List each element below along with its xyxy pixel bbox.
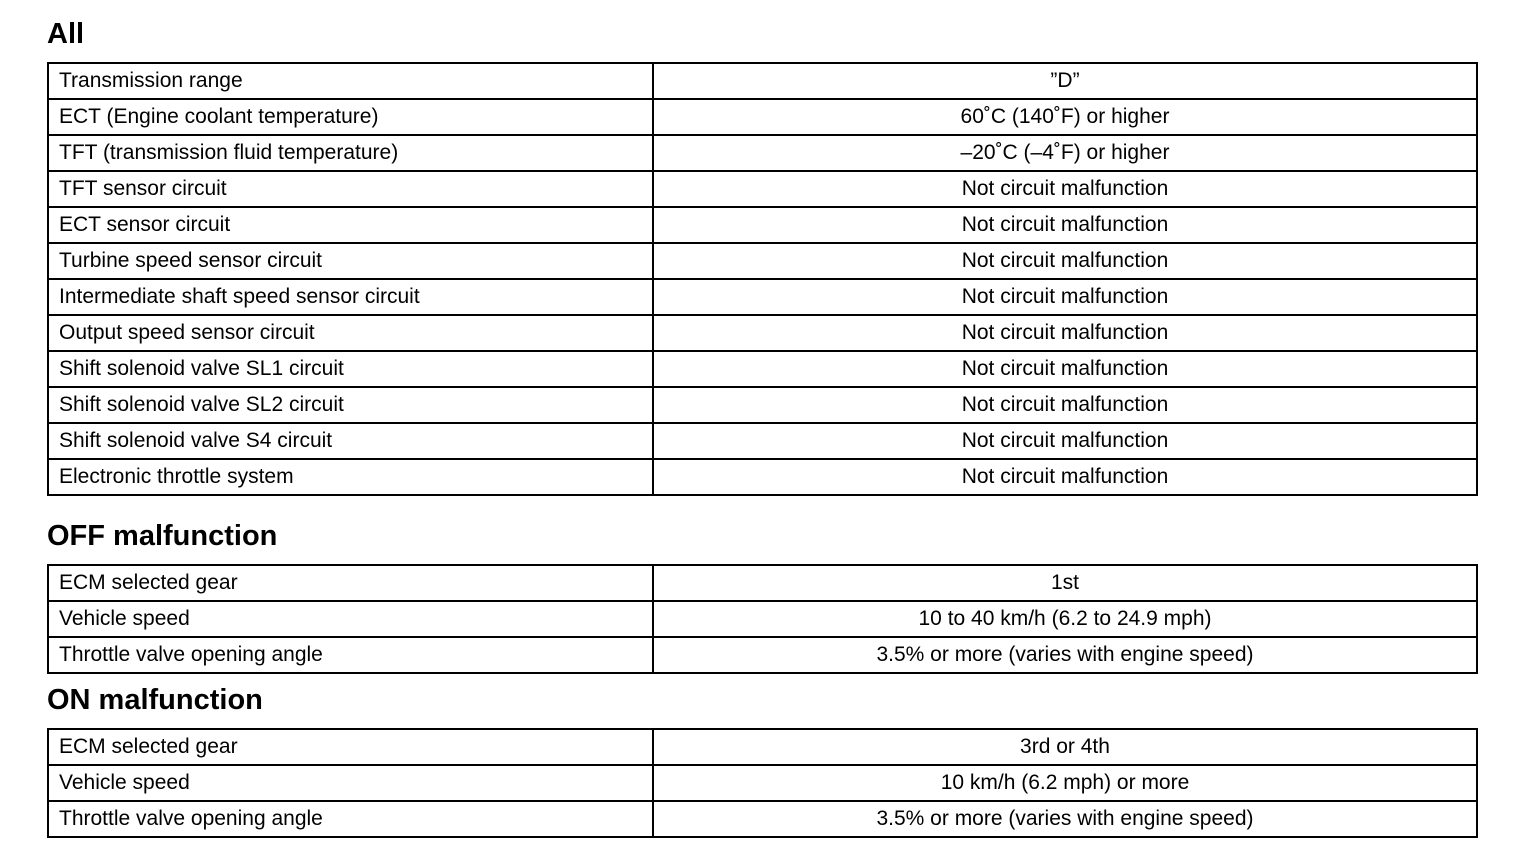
- section-title-on-malfunction: ON malfunction: [47, 684, 263, 716]
- condition-label: Shift solenoid valve SL1 circuit: [48, 351, 653, 387]
- condition-label: TFT (transmission fluid temperature): [48, 135, 653, 171]
- table-row: [48, 351, 1477, 387]
- condition-label: Vehicle speed: [48, 601, 653, 637]
- condition-value: Not circuit malfunction: [653, 243, 1477, 279]
- condition-value: Not circuit malfunction: [653, 351, 1477, 387]
- section-title-off-malfunction: OFF malfunction: [47, 520, 278, 552]
- condition-value: 3.5% or more (varies with engine speed): [653, 801, 1477, 837]
- table-row: [48, 99, 1477, 135]
- condition-label: Throttle valve opening angle: [48, 637, 653, 673]
- condition-value: Not circuit malfunction: [653, 459, 1477, 495]
- condition-label: Shift solenoid valve SL2 circuit: [48, 387, 653, 423]
- table-row: [48, 459, 1477, 495]
- condition-label: Shift solenoid valve S4 circuit: [48, 423, 653, 459]
- conditions-table-all: [47, 62, 1478, 496]
- condition-value: 10 km/h (6.2 mph) or more: [653, 765, 1477, 801]
- condition-value: 3.5% or more (varies with engine speed): [653, 637, 1477, 673]
- table-row: [48, 135, 1477, 171]
- condition-label: Output speed sensor circuit: [48, 315, 653, 351]
- table-row: [48, 63, 1477, 99]
- table-row: [48, 729, 1477, 765]
- condition-value: 10 to 40 km/h (6.2 to 24.9 mph): [653, 601, 1477, 637]
- condition-label: ECM selected gear: [48, 565, 653, 601]
- table-row: [48, 207, 1477, 243]
- table-row: [48, 423, 1477, 459]
- section-title-all: All: [47, 18, 85, 50]
- condition-value: 60˚C (140˚F) or higher: [653, 99, 1477, 135]
- conditions-table-off-malfunction: [47, 564, 1478, 674]
- table-row: [48, 315, 1477, 351]
- table-row: [48, 601, 1477, 637]
- table-row: [48, 765, 1477, 801]
- condition-label: ECT (Engine coolant temperature): [48, 99, 653, 135]
- condition-label: Throttle valve opening angle: [48, 801, 653, 837]
- table-row: [48, 243, 1477, 279]
- condition-value: Not circuit malfunction: [653, 387, 1477, 423]
- condition-label: TFT sensor circuit: [48, 171, 653, 207]
- condition-label: Turbine speed sensor circuit: [48, 243, 653, 279]
- condition-label: ECM selected gear: [48, 729, 653, 765]
- condition-value: Not circuit malfunction: [653, 279, 1477, 315]
- condition-label: ECT sensor circuit: [48, 207, 653, 243]
- condition-value: Not circuit malfunction: [653, 171, 1477, 207]
- condition-value: Not circuit malfunction: [653, 423, 1477, 459]
- condition-value: 1st: [653, 565, 1477, 601]
- table-row: [48, 171, 1477, 207]
- table-row: [48, 387, 1477, 423]
- condition-label: Vehicle speed: [48, 765, 653, 801]
- condition-value: ”D”: [653, 63, 1477, 99]
- condition-value: Not circuit malfunction: [653, 315, 1477, 351]
- table-row: [48, 565, 1477, 601]
- condition-value: 3rd or 4th: [653, 729, 1477, 765]
- table-row: [48, 279, 1477, 315]
- condition-label: Transmission range: [48, 63, 653, 99]
- condition-value: –20˚C (–4˚F) or higher: [653, 135, 1477, 171]
- condition-label: Intermediate shaft speed sensor circuit: [48, 279, 653, 315]
- conditions-table-on-malfunction: [47, 728, 1478, 838]
- table-row: [48, 801, 1477, 837]
- condition-label: Electronic throttle system: [48, 459, 653, 495]
- condition-value: Not circuit malfunction: [653, 207, 1477, 243]
- table-row: [48, 637, 1477, 673]
